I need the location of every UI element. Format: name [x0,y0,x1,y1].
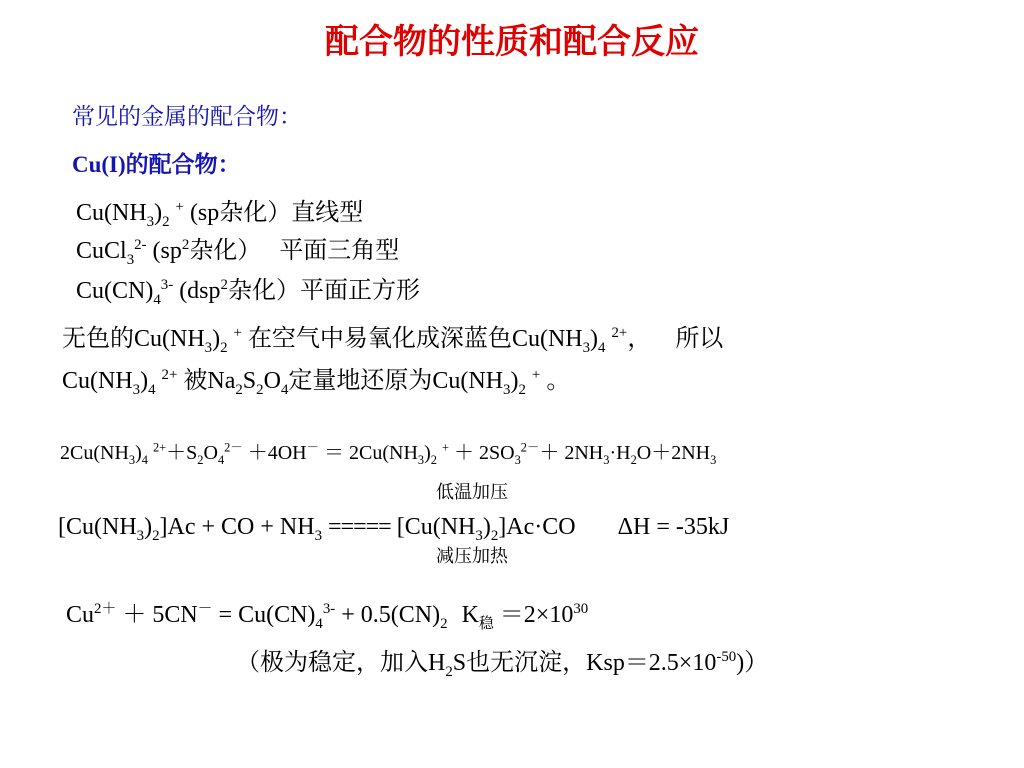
paragraph-line-1: 无色的$Cu(NH_3)_2$ + 在空气中易氧化成深蓝色$Cu(NH_3)_4$ $^{2+}$， 所以 [62,324,724,356]
page-title: 配合物的性质和配合反应 [325,22,699,62]
paragraph-line-2: $Cu(NH_3)_4$ $^{2+}$ 被$Na_2S_2O_4$定量地还原为$Cu(NH_3)_2$ + 。 [62,366,571,398]
equation-2-dh: ΔH = -35kJ [617,514,730,540]
complex-1-formula: $Cu(NH_3)_2$ + [76,199,184,230]
equation-3-k: $K_稳 =2\times 10^{30}$ [461,601,589,632]
paragraph-reduce-text: 定量地还原为 [288,366,433,394]
complex-3-formula: $Cu(CN)_4^{3-}$ [76,277,174,308]
heading-cu-i-complexes [72,146,241,179]
complex-3-shape: 平面正方形 [299,276,420,304]
paragraph-so-text: 所以 [675,324,724,352]
paragraph-by-text: 被 [183,366,208,394]
equation-2-condition-top: 低温加压 [436,482,508,503]
equation-2: $[Cu(NH_3)_2]Ac$ + CO + $NH_3$ ===== $[Cu(NH_3)_2]Ac\cdot CO$ ΔH = -35kJ [58,514,730,544]
equation-2-arrow: ===== [328,514,391,540]
paragraph-oxidation-text: 在空气中易氧化成深蓝色 [247,324,512,352]
complex-2-shape: 平面三角型 [279,236,400,264]
equation-3: $Cu^{2+} + 5CN^- = Cu(CN)_4^{3-} + 0.5(CN)_2$ $K_稳 =2\times 10^{30}$ [66,601,589,632]
complex-row-2 [76,230,400,268]
complex-2-formula: CuCl$_3^{2-}$ [76,237,147,268]
equation-2-condition-bottom: 减压加热 [436,546,508,567]
complex-1-hybrid: (sp杂化） [189,198,292,226]
complex-row-1 [76,192,364,230]
paragraph-period: 。 [546,366,571,394]
heading-common-complexes: 常见的金属的配合物： [72,104,302,130]
stability-note: （极为稳定，加入$H_2S$也无沉淀，$Ksp=2.5\times 10^{-50}$)） [236,648,769,680]
complex-3-hybrid: (dsp$^2$杂化） [179,276,300,304]
heading-cu-i-text: Cu(I)的配合物： [72,152,241,178]
complex-row-3 [76,270,420,308]
complex-1-shape: 直线型 [291,198,364,226]
complex-2-hybrid: ($sp^2$杂化） [152,236,262,264]
equation-1: $2Cu(NH_3)_4$ $^{2+}+S_2O_4^{2-} +4OH^- = 2Cu(NH_3)_2$ $^+ + 2SO_3^{2-}+ 2NH_3\cdot H_2O+2NH_3$ [60,440,717,467]
